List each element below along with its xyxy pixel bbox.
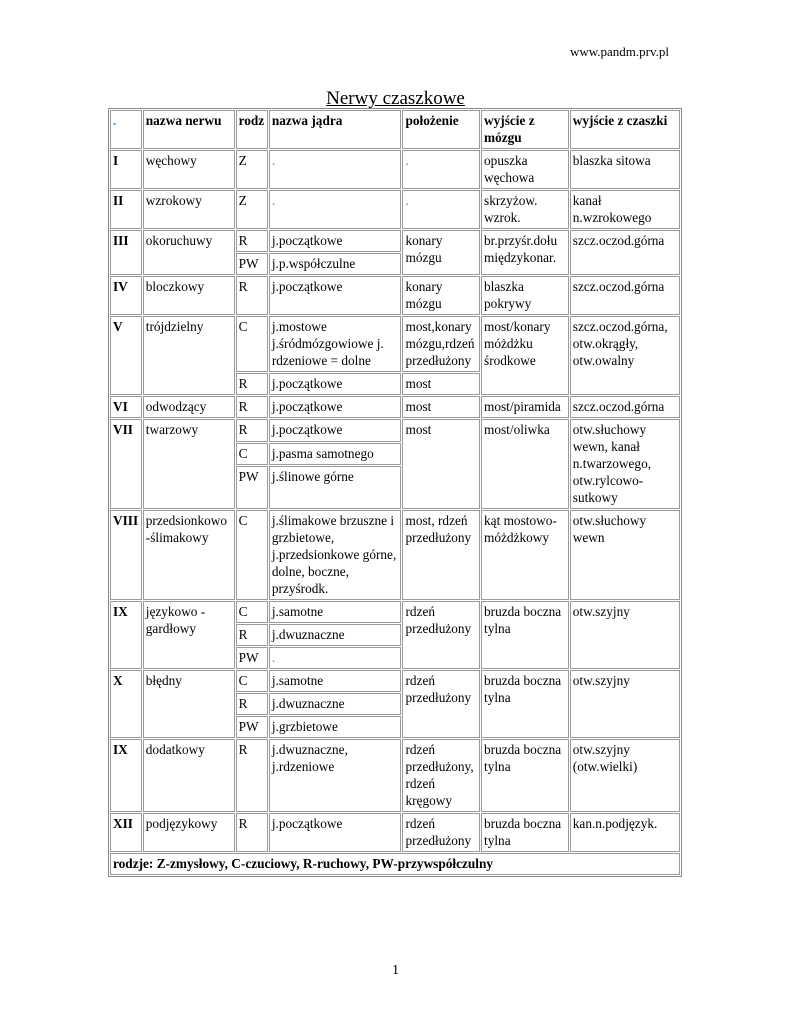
- table-header-row: [110, 110, 680, 149]
- cranial-nerves-table: [108, 108, 682, 877]
- nerve-name: węchowy: [143, 150, 235, 189]
- nerve-location: rdzeń przedłużony: [402, 813, 480, 852]
- nerve-exit-brain: most/piramida: [481, 396, 569, 418]
- nerve-type: C: [236, 601, 268, 623]
- nerve-location: .: [402, 150, 480, 189]
- nerve-exit-brain: bruzda boczna tylna: [481, 670, 569, 738]
- nerve-nucleus: j.samotne: [269, 601, 402, 623]
- table-row: [110, 601, 680, 623]
- nerve-type: PW: [236, 647, 268, 669]
- table-row: [110, 510, 680, 600]
- nerve-nucleus: j.początkowe: [269, 396, 402, 418]
- nerve-type: R: [236, 813, 268, 852]
- nerve-location: .: [402, 190, 480, 229]
- table-row: [110, 670, 680, 692]
- page-number: 1: [392, 963, 399, 978]
- page-title: Nerwy czaszkowe: [326, 88, 465, 109]
- nerve-exit-skull: blaszka sitowa: [570, 150, 680, 189]
- nerve-name: błędny: [143, 670, 235, 738]
- table-row: [110, 396, 680, 418]
- nerve-number: VI: [110, 396, 142, 418]
- nerve-type: PW: [236, 716, 268, 738]
- header-index: .: [110, 110, 142, 149]
- table-row: [110, 276, 680, 315]
- nerve-name: wzrokowy: [143, 190, 235, 229]
- nerve-nucleus: j.mostowe j.śródmózgowiowe j. rdzeniowe = dolne: [269, 316, 402, 372]
- nerve-type: R: [236, 373, 268, 395]
- nerve-exit-brain: most/konary móżdżku środkowe: [481, 316, 569, 395]
- header-exit-skull: wyjście z czaszki: [570, 110, 680, 149]
- nerve-exit-brain: br.przyśr.dołu międzykonar.: [481, 230, 569, 275]
- nerve-nucleus: j.początkowe: [269, 276, 402, 315]
- nerve-type: R: [236, 419, 268, 442]
- nerve-location: most, rdzeń przedłużony: [402, 510, 480, 600]
- nerve-type: Z: [236, 190, 268, 229]
- nerve-name: okoruchuwy: [143, 230, 235, 275]
- header-exit-brain: wyjście z mózgu: [481, 110, 569, 149]
- nerve-nucleus: j.początkowe: [269, 813, 402, 852]
- nerve-location: rdzeń przedłużony, rdzeń kręgowy: [402, 739, 480, 812]
- nerve-type: R: [236, 624, 268, 646]
- nerve-name: podjęzykowy: [143, 813, 235, 852]
- nerve-type: PW: [236, 466, 268, 509]
- nerve-exit-brain: blaszka pokrywy: [481, 276, 569, 315]
- nerve-number: IX: [110, 601, 142, 669]
- nerve-number: II: [110, 190, 142, 229]
- table-row: [110, 150, 680, 189]
- nerve-exit-brain: bruzda boczna tylna: [481, 813, 569, 852]
- nerve-nucleus: .: [269, 647, 402, 669]
- nerve-exit-brain: bruzda boczna tylna: [481, 739, 569, 812]
- nerve-nucleus: j.początkowe: [269, 230, 402, 252]
- nerve-nucleus: j.dwuznaczne: [269, 624, 402, 646]
- nerve-type: Z: [236, 150, 268, 189]
- nerve-location: rdzeń przedłużony: [402, 601, 480, 669]
- nerve-exit-skull: szcz.oczod.górna, otw.okrągły, otw.owalny: [570, 316, 680, 395]
- nerve-exit-brain: skrzyżow. wzrok.: [481, 190, 569, 229]
- nerve-exit-brain: kąt mostowo-móżdżkowy: [481, 510, 569, 600]
- nerve-name: przedsionkowo -ślimakowy: [143, 510, 235, 600]
- nerve-type: C: [236, 316, 268, 372]
- nerve-name: trójdzielny: [143, 316, 235, 395]
- nerve-nucleus: j.p.współczulne: [269, 253, 402, 275]
- table-row: [110, 230, 680, 252]
- header-name: nazwa nerwu: [143, 110, 235, 149]
- nerve-number: I: [110, 150, 142, 189]
- nerve-exit-brain: most/oliwka: [481, 419, 569, 509]
- nerve-exit-skull: otw.szyjny: [570, 601, 680, 669]
- nerve-exit-skull: kanał n.wzrokowego: [570, 190, 680, 229]
- nerve-number: IV: [110, 276, 142, 315]
- nerve-name: językowo - gardłowy: [143, 601, 235, 669]
- table-row: [110, 190, 680, 229]
- nerve-nucleus: j.pasma samotnego: [269, 443, 402, 466]
- nerve-nucleus: j.dwuznaczne, j.rdzeniowe: [269, 739, 402, 812]
- nerve-type: R: [236, 693, 268, 715]
- nerve-nucleus: j.początkowe: [269, 373, 402, 395]
- nerve-exit-skull: szcz.oczod.górna: [570, 396, 680, 418]
- nerve-exit-skull: otw.szyjny (otw.wielki): [570, 739, 680, 812]
- nerve-type: R: [236, 396, 268, 418]
- nerve-nucleus: j.ślinowe górne: [269, 466, 402, 509]
- nerve-exit-brain: bruzda boczna tylna: [481, 601, 569, 669]
- site-url: www.pandm.prv.pl: [569, 44, 669, 59]
- nerve-exit-skull: otw.szyjny: [570, 670, 680, 738]
- nerve-nucleus: j.samotne: [269, 670, 402, 692]
- nerve-name: odwodzący: [143, 396, 235, 418]
- nerve-nucleus: j.grzbietowe: [269, 716, 402, 738]
- nerve-location: konary mózgu: [402, 230, 480, 275]
- header-nucleus: nazwa jądra: [269, 110, 402, 149]
- nerve-location: rdzeń przedłużony: [402, 670, 480, 738]
- nerve-location: most,konary mózgu,rdzeń przedłużony: [402, 316, 480, 372]
- table-row: [110, 739, 680, 812]
- nerve-nucleus: j.początkowe: [269, 419, 402, 442]
- nerve-exit-skull: otw.słuchowy wewn, kanał n.twarzowego, otw.rylcowo-sutkowy: [570, 419, 680, 509]
- nerve-exit-skull: szcz.oczod.górna: [570, 276, 680, 315]
- type-legend: rodzje: Z-zmysłowy, C-czuciowy, R-ruchowy, PW-przywspółczulny: [110, 853, 680, 875]
- nerve-name: twarzowy: [143, 419, 235, 509]
- nerve-nucleus: j.dwuznaczne: [269, 693, 402, 715]
- nerve-number: III: [110, 230, 142, 275]
- nerve-number: IX: [110, 739, 142, 812]
- table-row: [110, 316, 680, 372]
- nerve-number: VIII: [110, 510, 142, 600]
- nerve-exit-brain: opuszka węchowa: [481, 150, 569, 189]
- nerve-name: bloczkowy: [143, 276, 235, 315]
- nerve-number: VII: [110, 419, 142, 509]
- nerve-nucleus: .: [269, 190, 402, 229]
- nerve-type: R: [236, 230, 268, 252]
- legend-row: [110, 853, 680, 875]
- table-row: [110, 813, 680, 852]
- nerve-type: PW: [236, 253, 268, 275]
- nerve-type: R: [236, 276, 268, 315]
- table-row: [110, 419, 680, 442]
- nerve-number: X: [110, 670, 142, 738]
- nerve-exit-skull: szcz.oczod.górna: [570, 230, 680, 275]
- nerve-location: most: [402, 396, 480, 418]
- nerve-type: C: [236, 670, 268, 692]
- nerve-location: konary mózgu: [402, 276, 480, 315]
- nerve-exit-skull: kan.n.podjęzyk.: [570, 813, 680, 852]
- nerve-number: V: [110, 316, 142, 395]
- nerve-type: C: [236, 443, 268, 466]
- nerve-name: dodatkowy: [143, 739, 235, 812]
- nerve-type: R: [236, 739, 268, 812]
- header-location: położenie: [402, 110, 480, 149]
- nerve-exit-skull: otw.słuchowy wewn: [570, 510, 680, 600]
- nerve-type: C: [236, 510, 268, 600]
- nerve-nucleus: j.ślimakowe brzuszne i grzbietowe, j.przedsionkowe górne, dolne, boczne, przyśrodk.: [269, 510, 402, 600]
- nerve-number: XII: [110, 813, 142, 852]
- nerve-location: most: [402, 373, 480, 395]
- nerve-nucleus: .: [269, 150, 402, 189]
- header-type: rodz: [236, 110, 268, 149]
- nerve-location: most: [402, 419, 480, 509]
